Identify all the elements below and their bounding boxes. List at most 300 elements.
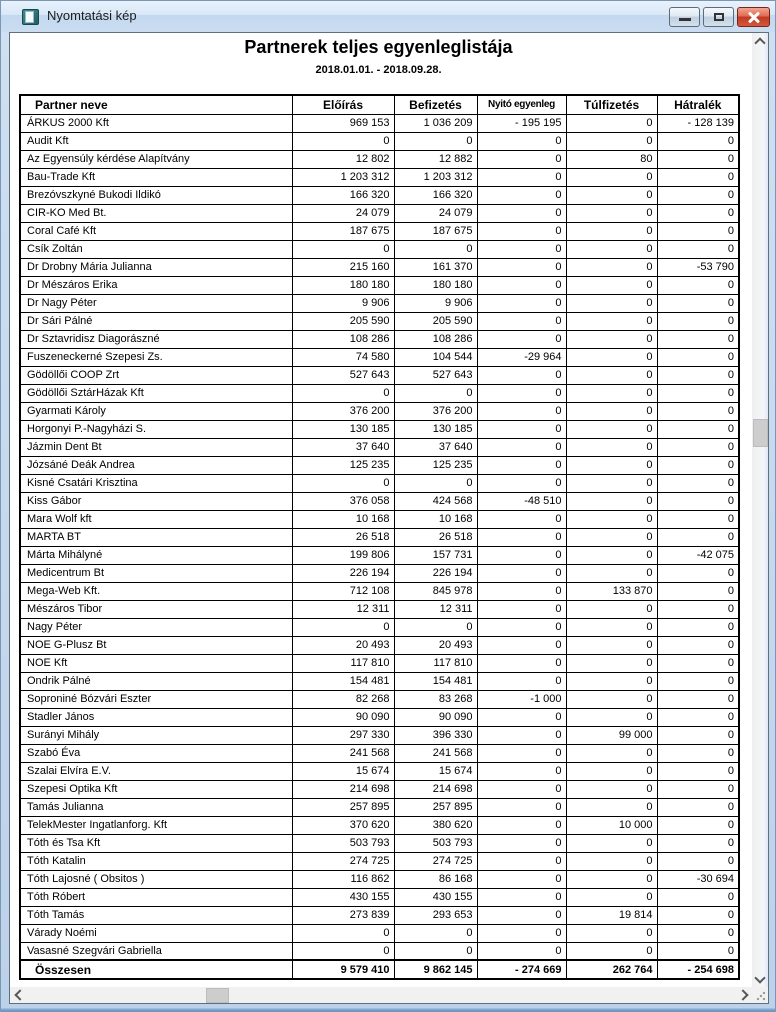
- hatralek-cell: 0: [657, 780, 739, 798]
- tulfizetes-cell: 0: [566, 870, 657, 888]
- nyito-egyenleg-cell: 0: [477, 258, 566, 276]
- table-row: [20, 924, 739, 942]
- scrollbar-corner: [752, 987, 768, 1003]
- partner-name-cell: Gyarmati Károly: [20, 402, 292, 420]
- window-title: Nyomtatási kép: [47, 8, 137, 23]
- nyito-egyenleg-cell: 0: [477, 204, 566, 222]
- nyito-egyenleg-cell: 0: [477, 312, 566, 330]
- hatralek-cell: 0: [657, 834, 739, 852]
- table-row: [20, 888, 739, 906]
- nyito-egyenleg-cell: 0: [477, 798, 566, 816]
- eloiras-cell: 117 810: [292, 654, 394, 672]
- hatralek-cell: 0: [657, 654, 739, 672]
- table-body: [20, 114, 739, 960]
- eloiras-cell: 15 674: [292, 762, 394, 780]
- befizetes-cell: 0: [394, 240, 477, 258]
- hatralek-cell: 0: [657, 888, 739, 906]
- hatralek-cell: 0: [657, 240, 739, 258]
- nyito-egyenleg-cell: 0: [477, 726, 566, 744]
- eloiras-cell: 90 090: [292, 708, 394, 726]
- vertical-scroll-thumb[interactable]: [753, 419, 768, 447]
- eloiras-cell: 527 643: [292, 366, 394, 384]
- nyito-egyenleg-cell: 0: [477, 222, 566, 240]
- eloiras-cell: 130 185: [292, 420, 394, 438]
- befizetes-cell: 90 090: [394, 708, 477, 726]
- horizontal-scrollbar[interactable]: [10, 987, 752, 1003]
- tulfizetes-cell: 0: [566, 168, 657, 186]
- table-row: [20, 906, 739, 924]
- hatralek-cell: -42 075: [657, 546, 739, 564]
- tulfizetes-cell: 0: [566, 258, 657, 276]
- hatralek-cell: 0: [657, 636, 739, 654]
- eloiras-cell: 376 200: [292, 402, 394, 420]
- table-row: [20, 330, 739, 348]
- nyito-egyenleg-cell: 0: [477, 546, 566, 564]
- partner-name-cell: Márta Mihályné: [20, 546, 292, 564]
- partner-name-cell: Tóth Róbert: [20, 888, 292, 906]
- hatralek-cell: 0: [657, 600, 739, 618]
- befizetes-cell: 430 155: [394, 888, 477, 906]
- eloiras-cell: 0: [292, 618, 394, 636]
- partner-name-cell: TelekMester Ingatlanforg. Kft: [20, 816, 292, 834]
- table-row: [20, 438, 739, 456]
- scroll-left-button[interactable]: [10, 987, 26, 1003]
- hatralek-cell: 0: [657, 312, 739, 330]
- befizetes-cell: 130 185: [394, 420, 477, 438]
- befizetes-cell: 503 793: [394, 834, 477, 852]
- table-row: [20, 816, 739, 834]
- partner-name-cell: Gödöllői SztárHázak Kft: [20, 384, 292, 402]
- eloiras-cell: 154 481: [292, 672, 394, 690]
- eloiras-cell: 12 802: [292, 150, 394, 168]
- partner-name-cell: Stadler János: [20, 708, 292, 726]
- partner-name-cell: Bau-Trade Kft: [20, 168, 292, 186]
- partner-name-cell: Kiss Gábor: [20, 492, 292, 510]
- tulfizetes-cell: 0: [566, 132, 657, 150]
- hatralek-cell: 0: [657, 762, 739, 780]
- partner-name-cell: Audit Kft: [20, 132, 292, 150]
- eloiras-cell: 215 160: [292, 258, 394, 276]
- table-row: [20, 312, 739, 330]
- scroll-right-button[interactable]: [736, 987, 752, 1003]
- table-row: [20, 744, 739, 762]
- total-row: [20, 960, 739, 979]
- nyito-egyenleg-cell: 0: [477, 168, 566, 186]
- befizetes-cell: 12 882: [394, 150, 477, 168]
- hatralek-cell: 0: [657, 852, 739, 870]
- befizetes-cell: 424 568: [394, 492, 477, 510]
- tulfizetes-cell: 0: [566, 546, 657, 564]
- tulfizetes-cell: 10 000: [566, 816, 657, 834]
- minimize-button[interactable]: [669, 7, 700, 27]
- nyito-egyenleg-cell: 0: [477, 276, 566, 294]
- eloiras-cell: 0: [292, 942, 394, 960]
- nyito-egyenleg-cell: 0: [477, 852, 566, 870]
- table-row: [20, 132, 739, 150]
- hatralek-cell: 0: [657, 222, 739, 240]
- tulfizetes-cell: 0: [566, 924, 657, 942]
- hatralek-cell: 0: [657, 672, 739, 690]
- befizetes-cell: 86 168: [394, 870, 477, 888]
- total-nyito-egyenleg: - 274 669: [477, 960, 566, 979]
- nyito-egyenleg-cell: 0: [477, 420, 566, 438]
- nyito-egyenleg-cell: 0: [477, 132, 566, 150]
- tulfizetes-cell: 0: [566, 402, 657, 420]
- befizetes-cell: 0: [394, 384, 477, 402]
- befizetes-cell: 12 311: [394, 600, 477, 618]
- window-icon: [22, 9, 39, 25]
- tulfizetes-cell: 0: [566, 186, 657, 204]
- tulfizetes-cell: 0: [566, 420, 657, 438]
- total-label: Összesen: [20, 960, 292, 979]
- table-row: [20, 618, 739, 636]
- hatralek-cell: 0: [657, 330, 739, 348]
- tulfizetes-cell: 0: [566, 456, 657, 474]
- table-row: [20, 294, 739, 312]
- vertical-scrollbar[interactable]: [752, 33, 768, 987]
- befizetes-cell: 187 675: [394, 222, 477, 240]
- befizetes-cell: 396 330: [394, 726, 477, 744]
- nyito-egyenleg-cell: 0: [477, 186, 566, 204]
- scroll-down-button[interactable]: [752, 971, 768, 987]
- table-row: [20, 186, 739, 204]
- table-row: [20, 150, 739, 168]
- eloiras-cell: 20 493: [292, 636, 394, 654]
- total-hatralek: - 254 698: [657, 960, 739, 979]
- nyito-egyenleg-cell: 0: [477, 888, 566, 906]
- nyito-egyenleg-cell: 0: [477, 744, 566, 762]
- nyito-egyenleg-cell: 0: [477, 942, 566, 960]
- horizontal-scroll-thumb[interactable]: [206, 988, 229, 1003]
- nyito-egyenleg-cell: 0: [477, 240, 566, 258]
- partner-name-cell: Ondrik Pálné: [20, 672, 292, 690]
- befizetes-cell: 376 200: [394, 402, 477, 420]
- eloiras-cell: 37 640: [292, 438, 394, 456]
- table-row: [20, 510, 739, 528]
- nyito-egyenleg-cell: 0: [477, 366, 566, 384]
- table-row: [20, 798, 739, 816]
- tulfizetes-cell: 0: [566, 222, 657, 240]
- tulfizetes-cell: 0: [566, 780, 657, 798]
- table-row: [20, 402, 739, 420]
- eloiras-cell: 199 806: [292, 546, 394, 564]
- befizetes-cell: 1 203 312: [394, 168, 477, 186]
- partner-name-cell: MARTA BT: [20, 528, 292, 546]
- hatralek-cell: 0: [657, 474, 739, 492]
- table-row: [20, 852, 739, 870]
- close-button[interactable]: [737, 7, 770, 27]
- partner-name-cell: Nagy Péter: [20, 618, 292, 636]
- partner-name-cell: Surányi Mihály: [20, 726, 292, 744]
- hatralek-cell: 0: [657, 150, 739, 168]
- tulfizetes-cell: 0: [566, 330, 657, 348]
- partner-name-cell: ÁRKUS 2000 Kft: [20, 114, 292, 132]
- tulfizetes-cell: 80: [566, 150, 657, 168]
- tulfizetes-cell: 0: [566, 204, 657, 222]
- hatralek-cell: 0: [657, 924, 739, 942]
- tulfizetes-cell: 0: [566, 744, 657, 762]
- eloiras-cell: 241 568: [292, 744, 394, 762]
- eloiras-cell: 273 839: [292, 906, 394, 924]
- befizetes-cell: 161 370: [394, 258, 477, 276]
- partner-name-cell: Mega-Web Kft.: [20, 582, 292, 600]
- table-row: [20, 114, 739, 132]
- eloiras-cell: 125 235: [292, 456, 394, 474]
- tulfizetes-cell: 0: [566, 942, 657, 960]
- chevron-down-icon: [754, 972, 765, 983]
- hatralek-cell: 0: [657, 708, 739, 726]
- partner-name-cell: Tóth Katalin: [20, 852, 292, 870]
- tulfizetes-cell: 0: [566, 510, 657, 528]
- eloiras-cell: 26 518: [292, 528, 394, 546]
- partner-name-cell: Tóth Tamás: [20, 906, 292, 924]
- tulfizetes-cell: 0: [566, 834, 657, 852]
- table-row: [20, 276, 739, 294]
- tulfizetes-cell: 0: [566, 636, 657, 654]
- report-date-range: 2018.01.01. - 2018.09.28.: [315, 64, 442, 76]
- eloiras-cell: 370 620: [292, 816, 394, 834]
- partner-name-cell: Brezóvszkyné Bukodi Ildikó: [20, 186, 292, 204]
- nyito-egyenleg-cell: 0: [477, 564, 566, 582]
- partner-name-cell: Medicentrum Bt: [20, 564, 292, 582]
- tulfizetes-cell: 0: [566, 852, 657, 870]
- eloiras-cell: 376 058: [292, 492, 394, 510]
- tulfizetes-cell: 0: [566, 888, 657, 906]
- hatralek-cell: 0: [657, 456, 739, 474]
- tulfizetes-cell: 0: [566, 276, 657, 294]
- titlebar[interactable]: [1, 1, 775, 32]
- hatralek-cell: 0: [657, 384, 739, 402]
- eloiras-cell: 214 698: [292, 780, 394, 798]
- partner-name-cell: Dr Drobny Mária Julianna: [20, 258, 292, 276]
- nyito-egyenleg-cell: 0: [477, 636, 566, 654]
- nyito-egyenleg-cell: -29 964: [477, 348, 566, 366]
- befizetes-cell: 15 674: [394, 762, 477, 780]
- balance-table: [19, 94, 740, 980]
- befizetes-cell: 26 518: [394, 528, 477, 546]
- table-row: [20, 708, 739, 726]
- partner-name-cell: Gödöllői COOP Zrt: [20, 366, 292, 384]
- table-row: [20, 474, 739, 492]
- table-header-row: [20, 95, 739, 114]
- table-row: [20, 204, 739, 222]
- hatralek-cell: 0: [657, 168, 739, 186]
- hatralek-cell: 0: [657, 528, 739, 546]
- tulfizetes-cell: 0: [566, 798, 657, 816]
- eloiras-cell: 969 153: [292, 114, 394, 132]
- eloiras-cell: 257 895: [292, 798, 394, 816]
- eloiras-cell: 0: [292, 924, 394, 942]
- befizetes-cell: 257 895: [394, 798, 477, 816]
- eloiras-cell: 82 268: [292, 690, 394, 708]
- partner-name-cell: Fuszeneckerné Szepesi Zs.: [20, 348, 292, 366]
- tulfizetes-cell: 99 000: [566, 726, 657, 744]
- header-hatralek: Hátralék: [657, 95, 739, 114]
- header-befizetes: Befizetés: [394, 95, 477, 114]
- hatralek-cell: 0: [657, 348, 739, 366]
- maximize-button[interactable]: [703, 7, 734, 27]
- befizetes-cell: 157 731: [394, 546, 477, 564]
- hatralek-cell: 0: [657, 366, 739, 384]
- eloiras-cell: 10 168: [292, 510, 394, 528]
- table-row: [20, 870, 739, 888]
- befizetes-cell: 9 906: [394, 294, 477, 312]
- nyito-egyenleg-cell: 0: [477, 510, 566, 528]
- tulfizetes-cell: 0: [566, 474, 657, 492]
- befizetes-cell: 24 079: [394, 204, 477, 222]
- header-tulfizetes: Túlfizetés: [566, 95, 657, 114]
- befizetes-cell: 10 168: [394, 510, 477, 528]
- befizetes-cell: 241 568: [394, 744, 477, 762]
- table-row: [20, 258, 739, 276]
- befizetes-cell: 108 286: [394, 330, 477, 348]
- tulfizetes-cell: 0: [566, 366, 657, 384]
- eloiras-cell: 74 580: [292, 348, 394, 366]
- resize-grip-icon[interactable]: [756, 991, 766, 1001]
- tulfizetes-cell: 0: [566, 708, 657, 726]
- table-row: [20, 636, 739, 654]
- befizetes-cell: 0: [394, 924, 477, 942]
- befizetes-cell: 205 590: [394, 312, 477, 330]
- eloiras-cell: 1 203 312: [292, 168, 394, 186]
- tulfizetes-cell: 0: [566, 348, 657, 366]
- nyito-egyenleg-cell: 0: [477, 708, 566, 726]
- befizetes-cell: 117 810: [394, 654, 477, 672]
- scroll-up-button[interactable]: [752, 33, 768, 49]
- hatralek-cell: - 128 139: [657, 114, 739, 132]
- hatralek-cell: 0: [657, 582, 739, 600]
- nyito-egyenleg-cell: 0: [477, 330, 566, 348]
- table-row: [20, 834, 739, 852]
- partner-name-cell: Jázmin Dent Bt: [20, 438, 292, 456]
- partner-name-cell: Az Egyensúly kérdése Alapítvány: [20, 150, 292, 168]
- eloiras-cell: 274 725: [292, 852, 394, 870]
- befizetes-cell: 0: [394, 474, 477, 492]
- nyito-egyenleg-cell: 0: [477, 600, 566, 618]
- table-row: [20, 600, 739, 618]
- tulfizetes-cell: 0: [566, 384, 657, 402]
- partner-name-cell: CIR-KO Med Bt.: [20, 204, 292, 222]
- nyito-egyenleg-cell: 0: [477, 906, 566, 924]
- befizetes-cell: 104 544: [394, 348, 477, 366]
- total-eloiras: 9 579 410: [292, 960, 394, 979]
- befizetes-cell: 154 481: [394, 672, 477, 690]
- chevron-right-icon: [737, 989, 748, 1000]
- table-row: [20, 726, 739, 744]
- partner-name-cell: Tóth és Tsa Kft: [20, 834, 292, 852]
- eloiras-cell: 712 108: [292, 582, 394, 600]
- nyito-egyenleg-cell: 0: [477, 582, 566, 600]
- nyito-egyenleg-cell: 0: [477, 456, 566, 474]
- nyito-egyenleg-cell: 0: [477, 294, 566, 312]
- hatralek-cell: 0: [657, 798, 739, 816]
- befizetes-cell: 166 320: [394, 186, 477, 204]
- eloiras-cell: 503 793: [292, 834, 394, 852]
- tulfizetes-cell: 0: [566, 600, 657, 618]
- eloiras-cell: 0: [292, 384, 394, 402]
- table-row: [20, 528, 739, 546]
- window-border-bottom: [1, 1008, 775, 1011]
- partner-name-cell: Kisné Csatári Krisztina: [20, 474, 292, 492]
- nyito-egyenleg-cell: 0: [477, 150, 566, 168]
- eloiras-cell: 180 180: [292, 276, 394, 294]
- hatralek-cell: 0: [657, 690, 739, 708]
- tulfizetes-cell: 0: [566, 114, 657, 132]
- nyito-egyenleg-cell: -1 000: [477, 690, 566, 708]
- befizetes-cell: 293 653: [394, 906, 477, 924]
- table-row: [20, 780, 739, 798]
- hatralek-cell: 0: [657, 564, 739, 582]
- eloiras-cell: 187 675: [292, 222, 394, 240]
- nyito-egyenleg-cell: 0: [477, 780, 566, 798]
- table-row: [20, 492, 739, 510]
- eloiras-cell: 24 079: [292, 204, 394, 222]
- partner-name-cell: NOE G-Plusz Bt: [20, 636, 292, 654]
- eloiras-cell: 116 862: [292, 870, 394, 888]
- tulfizetes-cell: 0: [566, 312, 657, 330]
- nyito-egyenleg-cell: -48 510: [477, 492, 566, 510]
- partner-name-cell: Várady Noémi: [20, 924, 292, 942]
- table-row: [20, 942, 739, 960]
- table-row: [20, 348, 739, 366]
- hatralek-cell: 0: [657, 204, 739, 222]
- nyito-egyenleg-cell: 0: [477, 528, 566, 546]
- hatralek-cell: 0: [657, 510, 739, 528]
- nyito-egyenleg-cell: 0: [477, 762, 566, 780]
- table-row: [20, 222, 739, 240]
- partner-name-cell: Vasasné Szegvári Gabriella: [20, 942, 292, 960]
- tulfizetes-cell: 0: [566, 492, 657, 510]
- partner-name-cell: Józsáné Deák Andrea: [20, 456, 292, 474]
- tulfizetes-cell: 0: [566, 240, 657, 258]
- partner-name-cell: Dr Nagy Péter: [20, 294, 292, 312]
- table-row: [20, 762, 739, 780]
- partner-name-cell: Szabó Éva: [20, 744, 292, 762]
- partner-name-cell: NOE Kft: [20, 654, 292, 672]
- partner-name-cell: Dr Sári Pálné: [20, 312, 292, 330]
- eloiras-cell: 297 330: [292, 726, 394, 744]
- partner-name-cell: Szepesi Optika Kft: [20, 780, 292, 798]
- partner-name-cell: Szalai Elvíra E.V.: [20, 762, 292, 780]
- eloiras-cell: 12 311: [292, 600, 394, 618]
- table-row: [20, 582, 739, 600]
- eloiras-cell: 166 320: [292, 186, 394, 204]
- befizetes-cell: 380 620: [394, 816, 477, 834]
- tulfizetes-cell: 0: [566, 438, 657, 456]
- befizetes-cell: 214 698: [394, 780, 477, 798]
- nyito-egyenleg-cell: - 195 195: [477, 114, 566, 132]
- preview-page: [9, 32, 769, 1004]
- table-row: [20, 240, 739, 258]
- eloiras-cell: 205 590: [292, 312, 394, 330]
- table-row: [20, 168, 739, 186]
- table-row: [20, 384, 739, 402]
- partner-name-cell: Coral Café Kft: [20, 222, 292, 240]
- partner-name-cell: Dr Sztavridisz Diagorászné: [20, 330, 292, 348]
- befizetes-cell: 0: [394, 942, 477, 960]
- nyito-egyenleg-cell: 0: [477, 870, 566, 888]
- table-row: [20, 546, 739, 564]
- nyito-egyenleg-cell: 0: [477, 474, 566, 492]
- befizetes-cell: 83 268: [394, 690, 477, 708]
- nyito-egyenleg-cell: 0: [477, 834, 566, 852]
- eloiras-cell: 108 286: [292, 330, 394, 348]
- tulfizetes-cell: 0: [566, 690, 657, 708]
- befizetes-cell: 180 180: [394, 276, 477, 294]
- table-row: [20, 366, 739, 384]
- chevron-up-icon: [754, 37, 765, 48]
- eloiras-cell: 0: [292, 132, 394, 150]
